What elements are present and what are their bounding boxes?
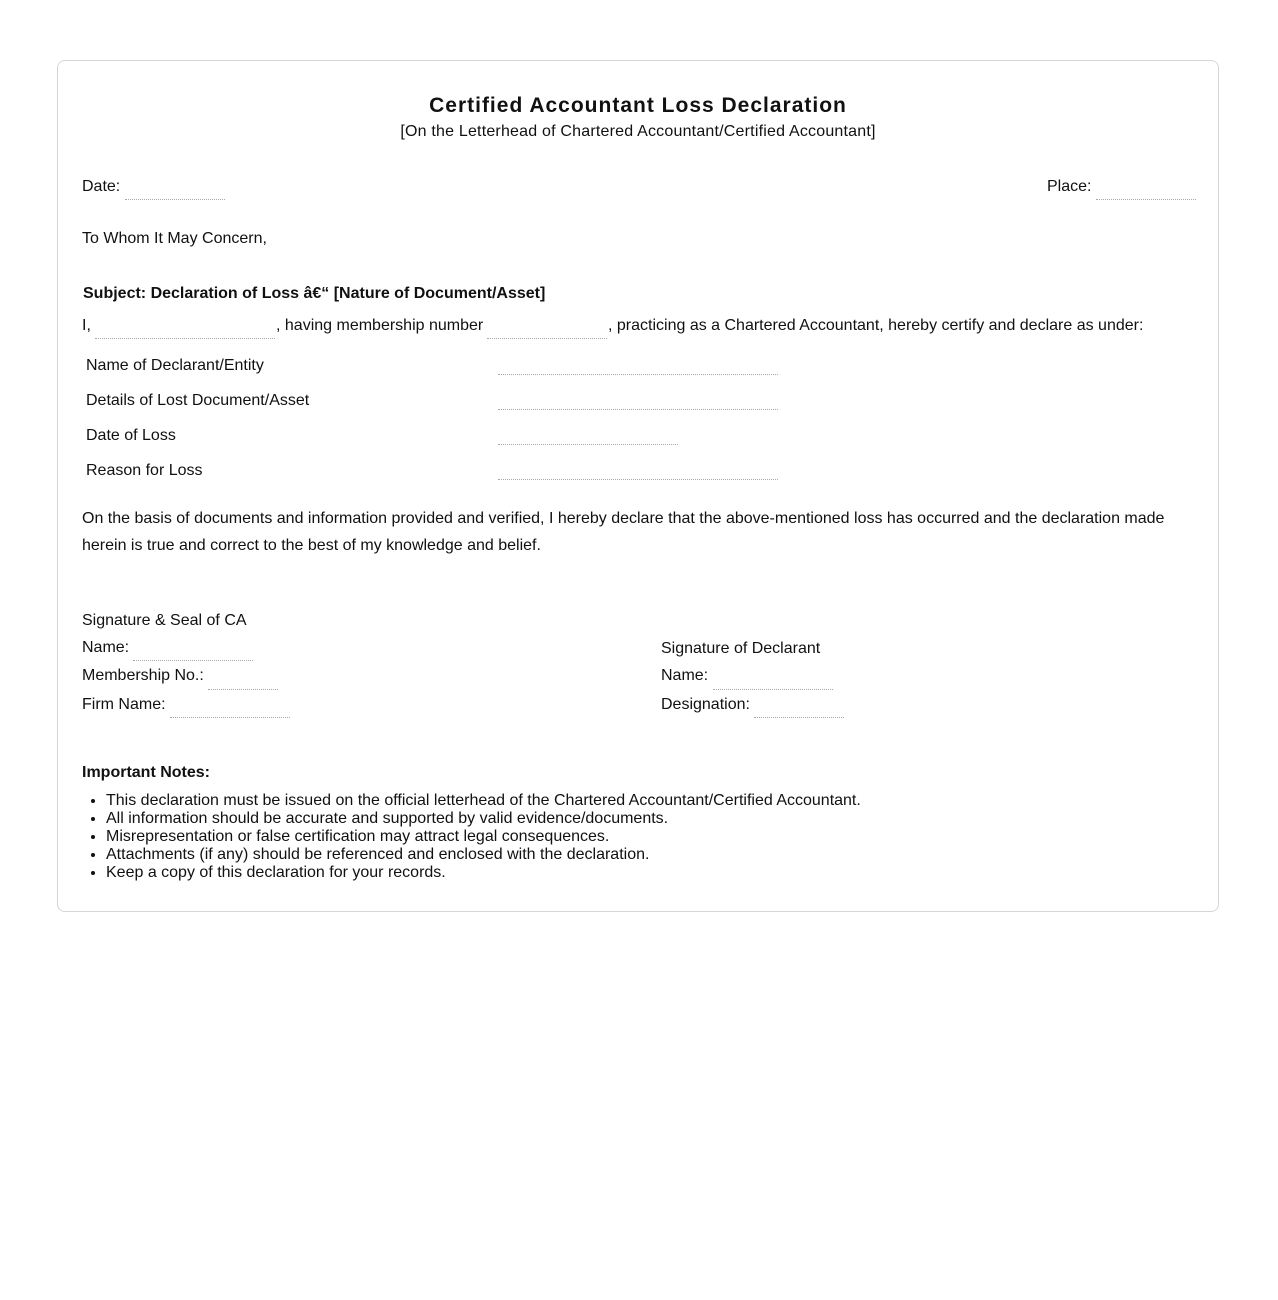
date-label: Date: xyxy=(82,178,121,195)
declarant-designation-label: Designation: xyxy=(661,696,750,713)
declaration-paragraph: On the basis of documents and information provided and verified, I hereby declare that the above-mentioned loss has occurred and the declaration made herein is true and correct to the best of my knowledge and belief. xyxy=(82,510,1165,554)
intro-middle: , having membership number xyxy=(276,317,484,334)
declarant-name-label: Name: xyxy=(661,667,709,684)
ca-name-field[interactable] xyxy=(95,338,275,339)
intro-suffix: , practicing as a Chartered Accountant, hereby certify and declare as under: xyxy=(608,317,1144,334)
ca-firm-field[interactable] xyxy=(170,717,290,718)
ca-firm-label: Firm Name: xyxy=(82,696,166,713)
note-item: • This declaration must be issued on the official letterhead of the Chartered Accountant/Certified Accountant. xyxy=(106,792,861,810)
detail-field-date-of-loss[interactable] xyxy=(498,444,678,445)
subject-line: Subject: Declaration of Loss â€“ [Nature of Document/Asset] xyxy=(83,285,546,302)
detail-field-declarant[interactable] xyxy=(498,374,778,375)
detail-label-date-of-loss: Date of Loss xyxy=(86,427,176,444)
ca-signature-heading: Signature & Seal of CA xyxy=(82,612,247,629)
detail-label-reason: Reason for Loss xyxy=(86,462,203,479)
declarant-name-field[interactable] xyxy=(713,689,833,690)
date-field[interactable] xyxy=(125,199,225,200)
detail-label-declarant: Name of Declarant/Entity xyxy=(86,357,264,374)
detail-field-lost-item[interactable] xyxy=(498,409,778,410)
note-item: • Misrepresentation or false certification may attract legal consequences. xyxy=(106,828,861,846)
ca-membership-field[interactable] xyxy=(208,689,278,690)
declaration-document xyxy=(57,60,1219,912)
membership-number-field[interactable] xyxy=(487,338,607,339)
document-title: Certified Accountant Loss Declaration xyxy=(429,94,847,117)
detail-label-lost-item: Details of Lost Document/Asset xyxy=(86,392,310,409)
notes-heading: Important Notes: xyxy=(82,764,210,781)
intro-prefix: I, xyxy=(82,317,91,334)
note-item: • Attachments (if any) should be referenced and enclosed with the declaration. xyxy=(106,846,861,864)
detail-field-reason[interactable] xyxy=(498,479,778,480)
notes-list xyxy=(82,792,861,882)
ca-signature-name-field[interactable] xyxy=(133,660,253,661)
note-item: • All information should be accurate and supported by valid evidence/documents. xyxy=(106,810,861,828)
note-item: • Keep a copy of this declaration for your records. xyxy=(106,864,861,882)
declarant-signature-heading: Signature of Declarant xyxy=(661,640,821,657)
ca-name-label: Name: xyxy=(82,639,130,656)
ca-membership-label: Membership No.: xyxy=(82,667,204,684)
salutation: To Whom It May Concern, xyxy=(82,230,267,247)
declarant-designation-field[interactable] xyxy=(754,717,844,718)
document-subtitle: [On the Letterhead of Chartered Accountant/Certified Accountant] xyxy=(400,123,876,140)
place-field[interactable] xyxy=(1096,199,1196,200)
place-label: Place: xyxy=(1047,178,1092,195)
